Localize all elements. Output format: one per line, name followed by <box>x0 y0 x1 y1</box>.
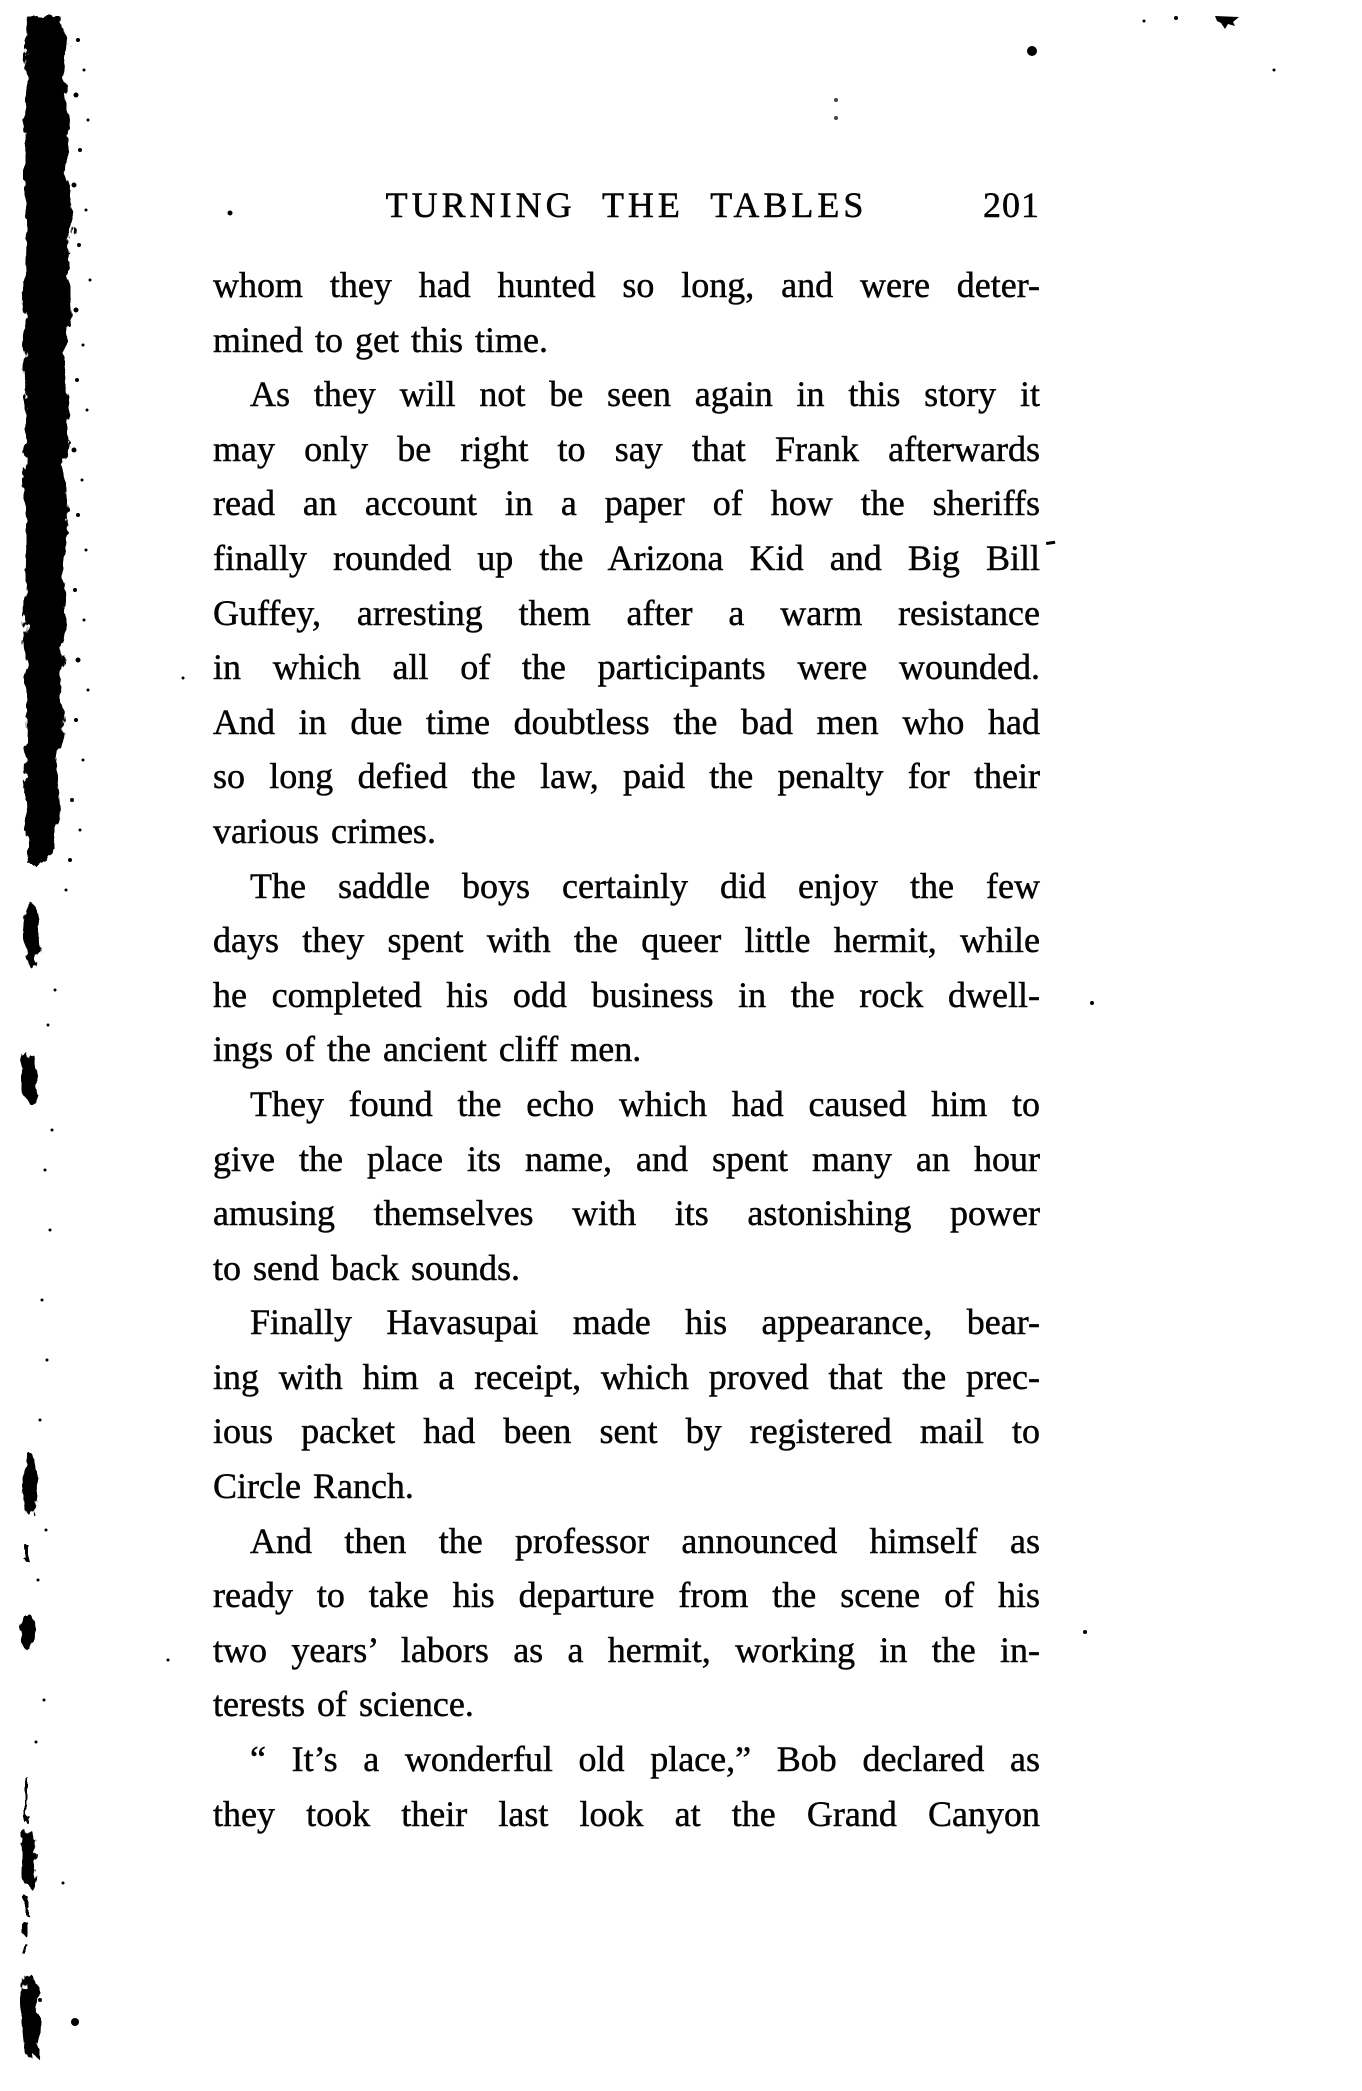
text-line: ious packet had been sent by registered mail to <box>213 1411 1040 1452</box>
text-line: Guffey, arresting them after a warm resistance <box>213 592 1040 633</box>
text-line: As they will not be seen again in this story it <box>250 374 1040 415</box>
text-line: terests of science. <box>213 1684 474 1725</box>
text-line: And then the professor announced himself as <box>250 1520 1040 1561</box>
text-line: days they spent with the queer little hermit, while <box>213 920 1040 961</box>
text-line: may only be right to say that Frank afterwards <box>213 428 1040 469</box>
text-line: amusing themselves with its astonishing power <box>213 1193 1040 1234</box>
text-line: ing with him a receipt, which proved that the prec- <box>213 1356 1040 1397</box>
text-line: The saddle boys certainly did enjoy the few <box>250 865 1040 906</box>
text-line: They found the echo which had caused him to <box>250 1083 1040 1124</box>
text-line: mined to get this time. <box>213 319 548 360</box>
binding-shadow-band <box>22 16 73 2058</box>
text-line: they took their last look at the Grand Canyon <box>213 1793 1040 1834</box>
text-line: finally rounded up the Arizona Kid and Big Bill <box>213 537 1040 578</box>
page-number: 201 <box>983 185 1040 225</box>
text-line: various crimes. <box>213 810 436 851</box>
text-line: read an account in a paper of how the sheriffs <box>213 483 1040 524</box>
text-line: ready to take his departure from the scene of his <box>213 1575 1040 1616</box>
chapter-title: TURNING THE TABLES <box>385 185 868 225</box>
text-line: two years’ labors as a hermit, working in the in- <box>213 1629 1040 1670</box>
body-text <box>213 258 1040 1841</box>
text-line: give the place its name, and spent many an hour <box>213 1138 1040 1179</box>
edge-speckles <box>35 38 92 1744</box>
running-head <box>213 184 1040 226</box>
text-line: to send back sounds. <box>213 1247 520 1288</box>
text-line: Circle Ranch. <box>213 1466 414 1507</box>
text-line: “ It’s a wonderful old place,” Bob declared as <box>250 1739 1040 1780</box>
text-line: ings of the ancient cliff men. <box>213 1029 642 1070</box>
text-line: in which all of the participants were wounded. <box>213 647 1040 688</box>
text-line: And in due time doubtless the bad men who had <box>213 701 1040 742</box>
text-line: so long defied the law, paid the penalty for their <box>213 756 1040 797</box>
text-line: whom they had hunted so long, and were deter- <box>213 265 1040 305</box>
text-line: Finally Havasupai made his appearance, bear- <box>250 1302 1040 1343</box>
text-line: he completed his odd business in the rock dwell- <box>213 974 1040 1015</box>
